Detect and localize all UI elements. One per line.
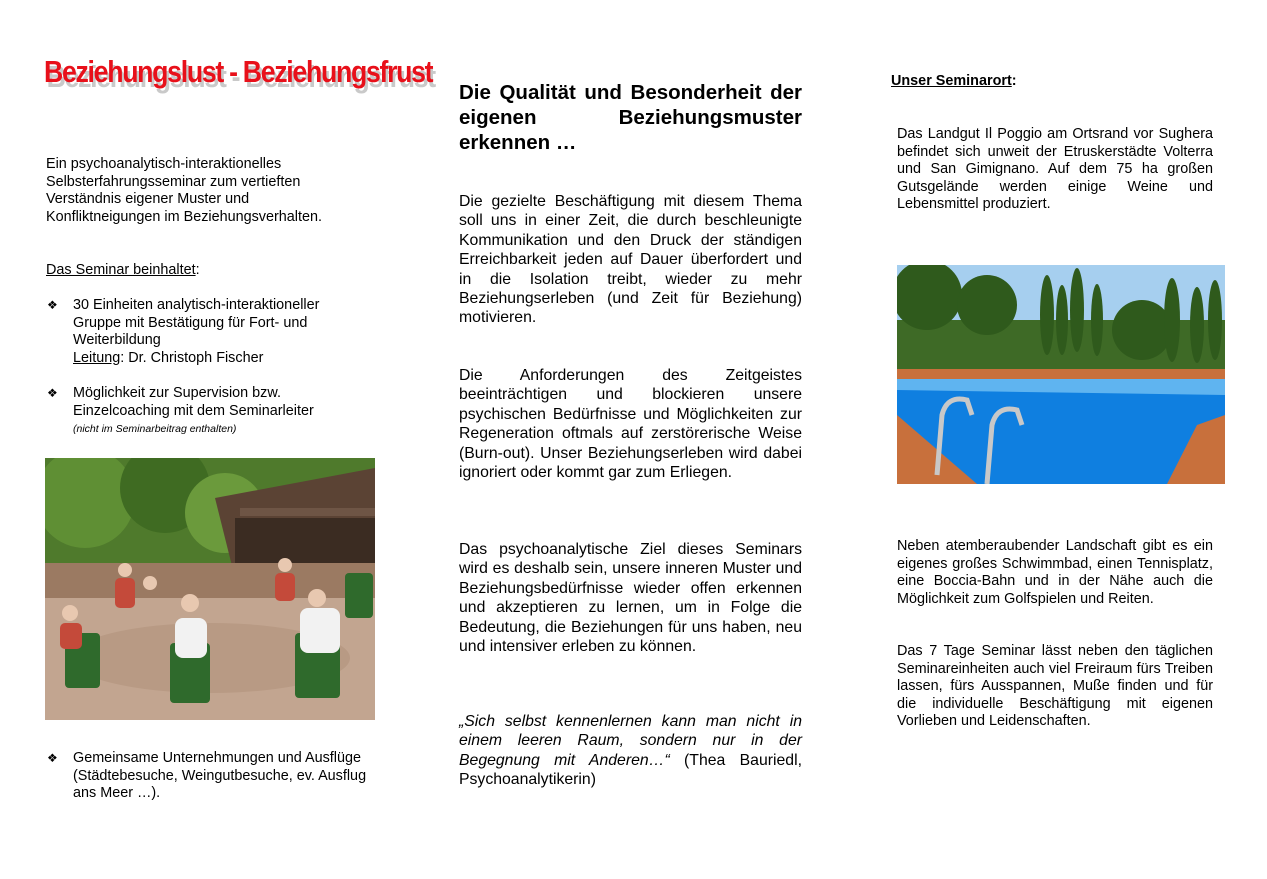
bullet-icon: ❖ — [47, 386, 58, 400]
intro-text: Ein psychoanalytisch-interaktionelles Selbsterfahrungsseminar zum vertieften Verständnis eigener Muster und Konfliktneigungen im Beziehungsverhalten. — [46, 156, 323, 225]
logo-title: Beziehungslust - Beziehungsfrust — [44, 54, 433, 89]
location-heading — [891, 73, 1017, 89]
leitung-label: Leitung — [73, 349, 121, 366]
pool-photo-graphic — [897, 265, 1225, 484]
main-heading: Die Qualität und Besonderheit der eigenen Beziehungsmuster erkennen … — [459, 81, 802, 154]
group-seminar-photo — [45, 458, 375, 720]
quote-source: (Thea Bauriedl, Psychoanalytikerin) — [459, 751, 802, 789]
paragraph-freetime: Das 7 Tage Seminar lässt neben den täglichen Seminareinheiten auch viel Freiraum fürs Treiben lassen, fürs Ausspannen, Muße finden und für die individuelle Beschäftigung mit eigenen Vorlieben und Leidenschaften. — [897, 643, 1213, 730]
supervision-note: (nicht im Seminarbeitrag enthalten) — [73, 423, 237, 436]
group-seminar-photo-graphic — [45, 458, 375, 720]
paragraph-location: Das Landgut Il Poggio am Ortsrand vor Sughera befindet sich unweit der Etruskerstädte Volterra und San Gimignano. Auf dem 75 ha großen Gutsgelände werden einige Weine und Lebensmittel produziert. — [897, 126, 1213, 213]
quote-block — [459, 712, 802, 790]
leitung-value: : Dr. Christoph Fischer — [120, 349, 264, 366]
paragraph-goal: Das psychoanalytische Ziel dieses Seminars wird es deshalb sein, unsere inneren Muster und Beziehungsbedürfnisse wieder offen erkennen und akzeptieren zu lernen, um in Folge die Bedeutung, die Beziehungen für uns haben, neu und intensiver erleben zu können. — [459, 541, 802, 656]
location-heading-label: Unser Seminarort — [891, 73, 1012, 89]
bullet-item-units-text: 30 Einheiten analytisch-interaktioneller Gruppe mit Bestätigung für Fort- und Weiterbildung — [73, 297, 320, 349]
seminar-heading-label: Das Seminar beinhaltet — [46, 262, 196, 278]
bullet-item-supervision — [73, 385, 343, 438]
bullet-item-units — [73, 297, 343, 367]
location-heading-colon: : — [1011, 73, 1017, 89]
seminar-heading-colon: : — [195, 262, 200, 278]
bullet-item-supervision-text: Möglichkeit zur Supervision bzw. Einzelcoaching mit dem Seminarleiter — [73, 385, 314, 419]
paragraph-motivation: Die gezielte Beschäftigung mit diesem Thema soll uns in einer Zeit, die durch beschleunigte Kommunikation und den Druck der ständigen Erreichbarkeit jeden auf Dauer überfordert und in die Isolation treibt, wieder zu mehr Beziehungserleben (und Zeit für Beziehung) motivieren. — [459, 193, 802, 327]
paragraph-facilities: Neben atemberaubender Landschaft gibt es ein eigenes großes Schwimmbad, einen Tennisplatz, eine Boccia-Bahn und in der Nähe auch die Möglichkeit zum Golfspielen und Reiten. — [897, 538, 1213, 607]
bullet-item-excursions: Gemeinsame Unternehmungen und Ausflüge (Städtebesuche, Weingutbesuche, ev. Ausflug ans Meer …). — [73, 750, 367, 802]
seminar-heading — [46, 262, 200, 280]
bullet-icon: ❖ — [47, 751, 58, 765]
paragraph-zeitgeist: Die Anforderungen des Zeitgeistes beeinträchtigen und blockieren unsere psychischen Bedürfnisse und Möglichkeiten zur Regeneration oftmals auf zerstörerische Weise (Burn-out). Unser Beziehungserleben wird dabei ignoriert oder kommt gar zum Erliegen. — [459, 367, 802, 482]
bullet-icon: ❖ — [47, 298, 58, 312]
quote-text: „Sich selbst kennenlernen kann man nicht in einem leeren Raum, sondern nur in der Begegnung mit Anderen…“ — [459, 713, 802, 769]
pool-photo — [897, 265, 1225, 484]
